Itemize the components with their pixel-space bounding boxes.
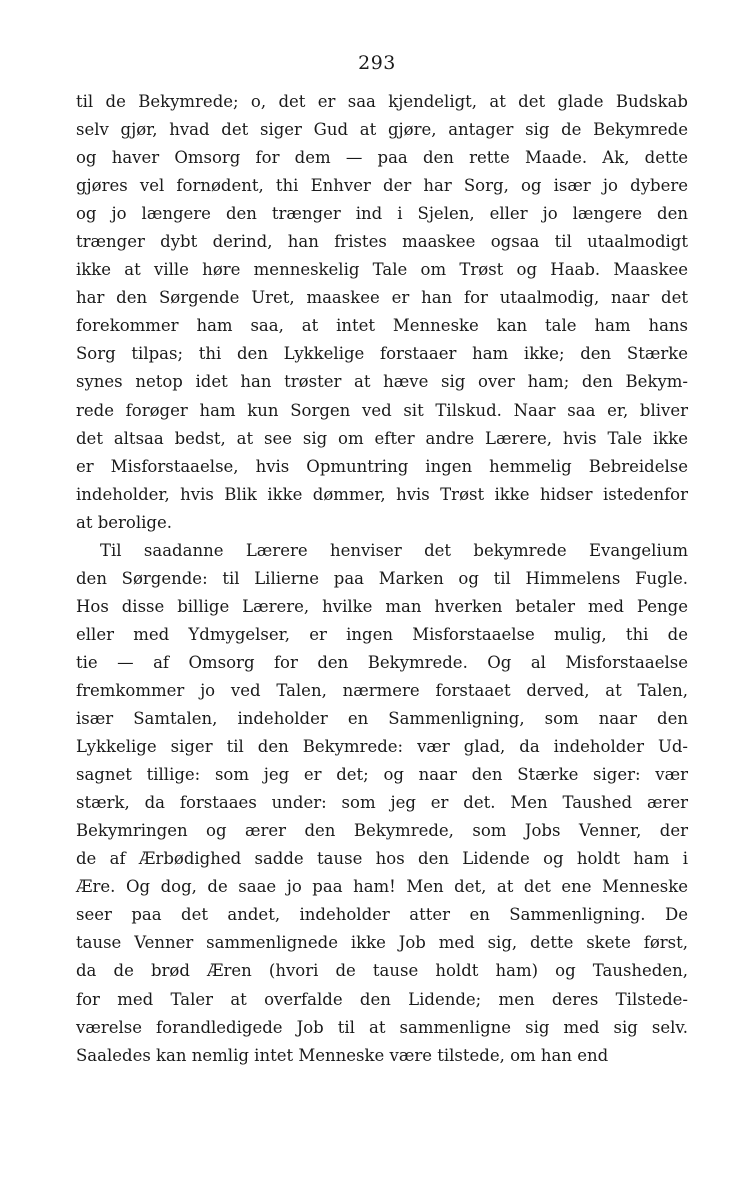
text-line: indeholder, hvis Blik ikke dømmer, hvis Trøst ikke hidser istedenfor — [76, 484, 688, 504]
text-line: forekommer ham saa, at intet Menneske kan tale ham hans — [76, 316, 688, 336]
text-line: stærk, da forstaaes under: som jeg er det. Men Taushed ærer — [76, 793, 688, 813]
text-line: seer paa det andet, indeholder atter en Sammenligning. De — [76, 905, 688, 925]
text-line: selv gjør, hvad det siger Gud at gjøre, antager sig de Bekymrede — [76, 120, 688, 140]
text-line: værelse forandledigede Job til at sammenligne sig med sig selv. — [76, 1017, 688, 1037]
text-line: fremkommer jo ved Talen, nærmere forstaaet derved, at Talen, — [76, 680, 688, 700]
text-line: er Misforstaaelse, hvis Opmuntring ingen hemmelig Bebreidelse — [76, 456, 688, 476]
text-line: rede forøger ham kun Sorgen ved sit Tilskud. Naar saa er, bliver — [76, 400, 688, 420]
text-line: sagnet tillige: som jeg er det; og naar den Stærke siger: vær — [76, 765, 688, 785]
text-line: Saaledes kan nemlig intet Menneske være tilstede, om han end — [76, 1045, 609, 1065]
text-line: trænger dybt derind, han fristes maaskee ogsaa til utaalmodigt — [76, 232, 688, 252]
text-line: det altsaa bedst, at see sig om efter andre Lærere, hvis Tale ikke — [76, 428, 688, 448]
text-line: og haver Omsorg for dem — paa den rette Maade. Ak, dette — [76, 148, 688, 168]
text-line: den Sørgende: til Lilierne paa Marken og til Himmelens Fugle. — [76, 568, 688, 588]
text-line: Sorg tilpas; thi den Lykkelige forstaaer ham ikke; den Stærke — [76, 344, 688, 364]
text-line: og jo længere den trænger ind i Sjelen, eller jo længere den — [76, 204, 688, 224]
text-line: de af Ærbødighed sadde tause hos den Lidende og holdt ham i — [76, 849, 688, 869]
body-text — [76, 88, 688, 1070]
text-line: især Samtalen, indeholder en Sammenligning, som naar den — [76, 709, 688, 729]
text-line: at berolige. — [76, 512, 172, 532]
text-line: tie — af Omsorg for den Bekymrede. Og al Misforstaaelse — [76, 652, 688, 672]
text-line: Til saadanne Lærere henviser det bekymrede Evangelium — [100, 540, 688, 560]
text-line: da de brød Æren (hvori de tause holdt ham) og Tausheden, — [76, 961, 688, 981]
text-line: eller med Ydmygelser, er ingen Misforstaaelse mulig, thi de — [76, 624, 688, 644]
text-line: Ære. Og dog, de saae jo paa ham! Men det, at det ene Menneske — [76, 877, 688, 897]
text-line: Bekymringen og ærer den Bekymrede, som Jobs Venner, der — [76, 821, 688, 841]
text-line: tause Venner sammenlignede ikke Job med sig, dette skete først, — [76, 933, 688, 953]
text-line: ikke at ville høre menneskelig Tale om Trøst og Haab. Maaskee — [76, 260, 688, 280]
page-number: 293 — [358, 52, 396, 74]
text-line: synes netop idet han trøster at hæve sig over ham; den Bekym- — [76, 372, 688, 392]
text-line: til de Bekymrede; o, det er saa kjendeligt, at det glade Budskab — [76, 92, 688, 111]
text-line: har den Sørgende Uret, maaskee er han for utaalmodig, naar det — [76, 288, 688, 308]
text-line: gjøres vel fornødent, thi Enhver der har Sorg, og især jo dybere — [76, 176, 688, 196]
text-line: Hos disse billige Lærere, hvilke man hverken betaler med Penge — [76, 596, 688, 616]
text-line: Lykkelige siger til den Bekymrede: vær glad, da indeholder Ud- — [76, 737, 688, 757]
text-line: for med Taler at overfalde den Lidende; men deres Tilstede- — [76, 989, 688, 1009]
